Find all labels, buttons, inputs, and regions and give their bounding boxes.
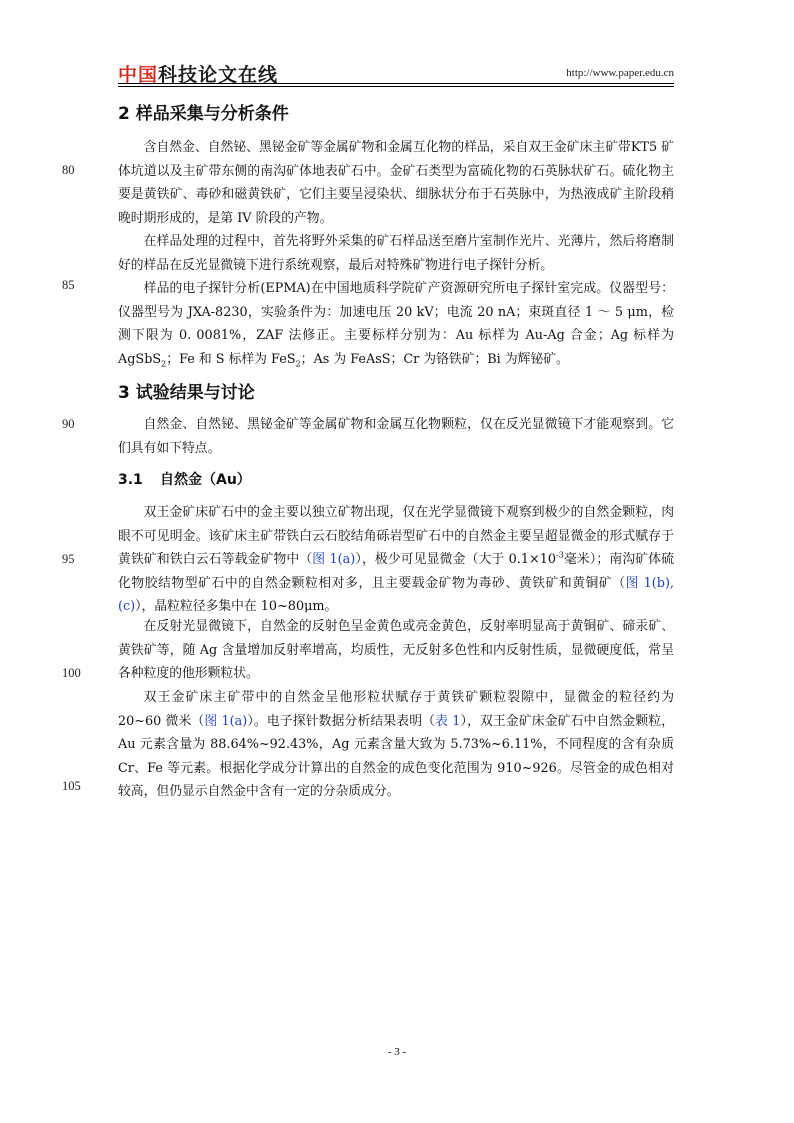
header-rule [118,83,674,84]
section-2-title: 2 样品采集与分析条件 [118,104,289,124]
paragraph-epma-results: 双王金矿床主矿带中的自然金呈他形粒状赋存于黄铁矿颗粒裂隙中，显微金的粒径约为 20~60 微米（图 1(a)）。电子探针数据分析结果表明（表 1），双王金矿床金矿石中自然金颗粒，Au 元素含量为 88.64%~92.43%，Ag 元素含量大致为 5.73%~6.11%，不同程度的含有杂质 Cr、Fe 等元素。根据化学成分计算出的自然金的成色变化范围为 910~926。尽管金的成色相对较高，但仍显示自然金中含有一定的分杂质成分。 [118,690,674,799]
line-number: 100 [62,666,81,680]
paragraph-results-intro: 自然金、自然铋、黑铋金矿等金属矿物和金属互化物颗粒，仅在反光显微镜下才能观察到。它们具有如下特点。 [118,417,674,456]
header-rule-thin [118,86,674,87]
line-number: 85 [62,278,75,292]
page-number: - 3 - [387,1046,407,1058]
figure-1a-link-2[interactable]: 图 1(a) [204,713,248,729]
subsection-heading: 自然金（Au） [160,472,251,488]
figure-1bc-link[interactable]: 图 1(b), (c) [118,575,674,614]
figure-1a-link[interactable]: 图 1(a) [312,552,356,567]
section-3-title: 3 试验结果与讨论 [118,383,255,403]
paragraph-sample-processing: 在样品处理的过程中，首先将野外采集的矿石样品送至磨片室制作光片、光薄片，然后将磨制好的样品在反光显微镜下进行系统观察，最后对特殊矿物进行电子探针分析。 [118,234,674,273]
subsection-3-1-title [118,469,251,489]
line-number: 105 [62,779,81,793]
table-1-link[interactable]: 表 1 [435,713,461,729]
line-number: 95 [62,552,75,566]
paragraph-reflected-light: 在反射光显微镜下，自然金的反射色呈金黄色或亮金黄色，反射率明显高于黄铜矿、碲汞矿、黄铁矿等，随 Ag 含量增加反射率增高，均质性，无反射多色性和内反射性质，显微硬度低，常呈各种粒度的他形颗粒状。 [118,619,674,681]
line-number: 80 [62,163,75,177]
paragraph-sample-source: 含自然金、自然铋、黑铋金矿等金属矿物和金属互化物的样品，采自双王金矿床主矿带KT5 矿体坑道以及主矿带东侧的南沟矿体地表矿石中。金矿石类型为富硫化物的石英脉状矿石。硫化物主要是黄铁矿、毒砂和磁黄铁矿，它们主要呈浸染状、细脉状分布于石英脉中，为热液成矿主阶段稍晚时期形成的，是第 IV 阶段的产物。 [118,140,674,226]
logo-text-black: 科技论文在线 [158,64,279,86]
paragraph-epma-conditions: 样品的电子探针分析(EPMA)在中国地质科学院矿产资源研究所电子探针室完成。仪器型号：仪器型号为 JXA-8230，实验条件为：加速电压 20 kV；电流 20 nA；束斑直径 1 ～ 5 μm，检测下限为 0. 0081%，ZAF 法修正。主要标样分别为：Au 标样为 Au-Ag 合金；Ag 标样为 AgSbS$_2$；Fe 和 S 标样为 FeS$_2$；As 为 FeAsS；Cr 为铬铁矿；Bi 为辉铋矿。 [118,281,674,369]
logo-text-red: 中国 [118,64,159,86]
paragraph-native-gold-occurrence: 双王金矿床矿石中的金主要以独立矿物出现，仅在光学显微镜下观察到极少的自然金颗粒，肉眼不可见明金。该矿床主矿带铁白云石胶结角砾岩型矿石中的自然金主要呈超显微金的形式赋存于黄铁矿和铁白云石等载金矿物中（图 1(a)），极少可见显微金（大于 $0.1\times 10^{-3}$毫米）；南沟矿体硫化物胶结物型矿石中的自然金颗粒相对多，且主要载金矿物为毒砂、黄铁矿和黄铜矿（图 1(b), (c)），晶粒粒径多集中在 10~80μm。 [118,505,674,614]
header-url[interactable]: http://www.paper.edu.cn [566,67,674,79]
subsection-number: 3.1 [118,472,143,488]
line-number: 90 [62,417,75,431]
